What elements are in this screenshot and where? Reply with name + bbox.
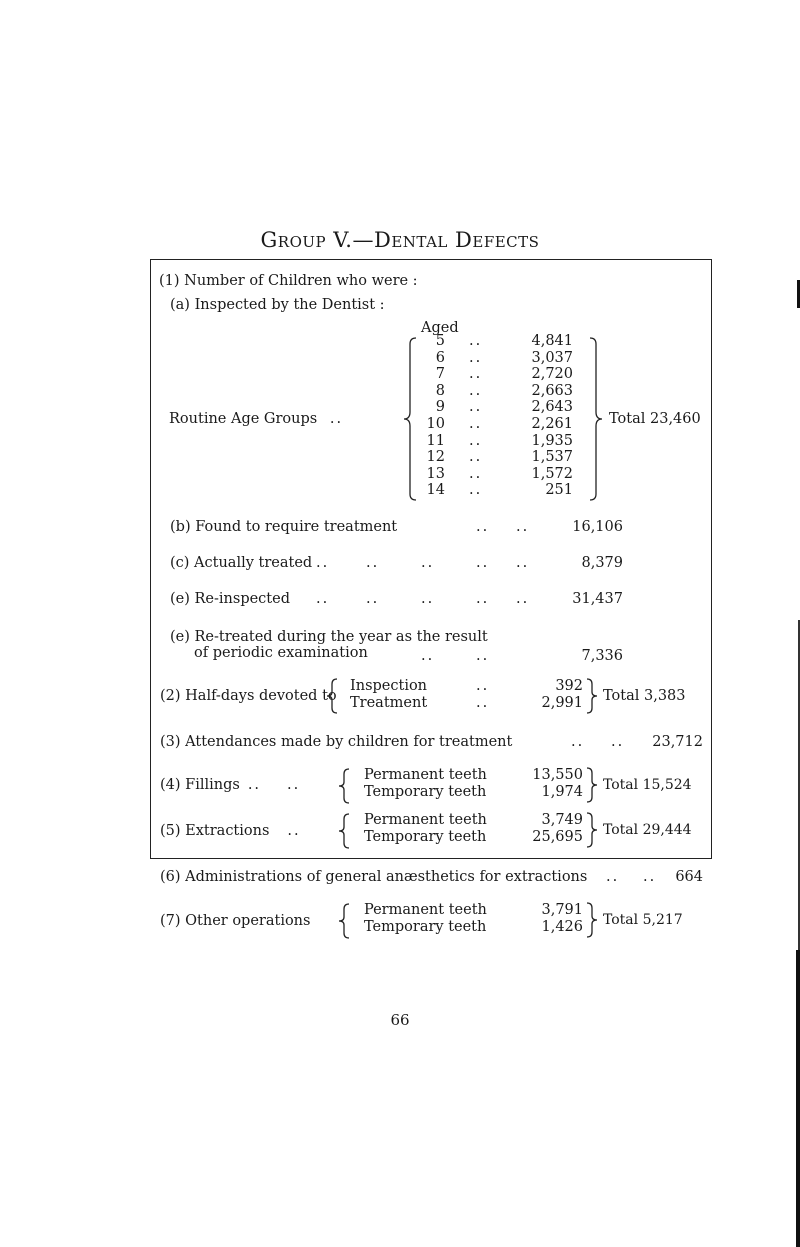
leader-dots: ..: [421, 648, 435, 664]
section7-value-permanent: 3,791: [541, 902, 583, 918]
age-group-count: 1,572: [531, 465, 573, 482]
leader-dots: ..: [606, 869, 620, 885]
section1a-label: (a) Inspected by the Dentist :: [170, 297, 385, 313]
leader-dots: ..: [476, 695, 490, 711]
section5-label: (5) Extractions ..: [160, 823, 301, 839]
leader-dots: ..: [516, 555, 530, 571]
leader-dots: ..: [476, 648, 490, 664]
section5-left-brace: [339, 813, 353, 849]
age-group-count: 4,841: [531, 333, 573, 349]
routine-total: Total 23,460: [609, 411, 701, 427]
section2-item-inspection: Inspection: [350, 678, 428, 694]
age-group-value: 13: [426, 465, 445, 482]
section2-left-brace: [327, 678, 341, 714]
section4-item-permanent: Permanent teeth: [364, 767, 487, 783]
section2-right-brace: [585, 678, 599, 714]
leader-dots: ..: [469, 399, 483, 416]
leader-dots: ..: [469, 465, 483, 482]
leader-dots: ..: [469, 349, 483, 366]
section7-left-brace: [339, 903, 353, 939]
section1e-reinspected-label: (e) Re-inspected: [170, 591, 290, 607]
section1-heading: (1) Number of Children who were :: [159, 273, 418, 289]
age-group-count: 2,720: [531, 366, 573, 383]
age-group-count: 3,037: [531, 349, 573, 366]
section6-label: (6) Administrations of general anæsthetics for extractions: [160, 869, 588, 885]
leader-dots: ..: [643, 869, 657, 885]
section7-label: (7) Other operations: [160, 913, 311, 929]
leader-dots: ..: [469, 482, 483, 499]
leader-dots: ..: [476, 519, 490, 535]
section5-value-permanent: 3,749: [541, 812, 583, 828]
leader-dots: ..: [469, 382, 483, 399]
leader-dots: ..: [469, 333, 483, 349]
section1e-retreated-label-2: of periodic examination: [194, 645, 368, 661]
page-title: Group V.—Dental Defects: [260, 228, 540, 252]
leader-dots: ..: [421, 591, 435, 607]
leader-dots: ..: [469, 366, 483, 383]
section4-total: Total 15,524: [603, 777, 692, 793]
section7-total: Total 5,217: [603, 912, 683, 928]
section4-right-brace: [585, 767, 599, 803]
section2-value-treatment: 2,991: [541, 695, 583, 711]
age-group-value: 5: [435, 333, 445, 349]
section2-label: (2) Half-days devoted to: [160, 688, 337, 704]
age-group-count: 1,537: [531, 449, 573, 466]
section5-right-brace: [585, 812, 599, 848]
leader-dots: ..: [366, 555, 380, 571]
age-group-count: 2,663: [531, 382, 573, 399]
leader-dots: ..: [611, 734, 625, 750]
age-group-count: 2,643: [531, 399, 573, 416]
section5-item-temporary: Temporary teeth: [364, 829, 487, 845]
page-number: 66: [390, 1011, 410, 1029]
leader-dots: ..: [316, 555, 330, 571]
leader-dots: ..: [469, 432, 483, 449]
section5-item-permanent: Permanent teeth: [364, 812, 487, 828]
age-group-value: 8: [435, 382, 445, 399]
leader-dots: ..: [516, 519, 530, 535]
routine-age-groups-label: Routine Age Groups ..: [169, 411, 344, 427]
section3-value: 23,712: [652, 734, 703, 750]
age-group-value: 12: [426, 449, 445, 466]
section1b-label: (b) Found to require treatment: [170, 519, 398, 535]
section1c-value: 8,379: [581, 555, 623, 571]
aged-header: Aged: [421, 320, 459, 336]
leader-dots: ..: [469, 449, 483, 466]
section4-left-brace: [339, 768, 353, 804]
leader-dots: ..: [469, 416, 483, 432]
age-group-value: 11: [426, 432, 445, 449]
section4-value-permanent: 13,550: [532, 767, 583, 783]
age-group-value: 14: [426, 482, 445, 499]
age-group-value: 6: [435, 349, 445, 366]
section1c-label: (c) Actually treated: [170, 555, 313, 571]
section7-item-permanent: Permanent teeth: [364, 902, 487, 918]
section2-total: Total 3,383: [603, 688, 686, 704]
section7-value-temporary: 1,426: [541, 919, 583, 935]
leader-dots: ..: [366, 591, 380, 607]
section2-item-treatment: Treatment: [350, 695, 428, 711]
section1e-retreated-value: 7,336: [581, 648, 623, 664]
section6-value: 664: [675, 869, 703, 885]
section4-value-temporary: 1,974: [541, 784, 583, 800]
leader-dots: ..: [421, 555, 435, 571]
leader-dots: ..: [316, 591, 330, 607]
section7-right-brace: [585, 902, 599, 938]
leader-dots: ..: [516, 591, 530, 607]
section1e-retreated-label-1: (e) Re-treated during the year as the result: [170, 629, 488, 645]
dental-defects-table: [150, 259, 712, 935]
age-group-count: 1,935: [531, 432, 573, 449]
section3-label: (3) Attendances made by children for treatment: [160, 734, 513, 750]
leader-dots: ..: [476, 591, 490, 607]
leader-dots: ..: [476, 555, 490, 571]
leader-dots: ..: [476, 678, 490, 694]
section4-item-temporary: Temporary teeth: [364, 784, 487, 800]
age-group-value: 7: [435, 366, 445, 383]
section4-label: (4) Fillings .. ..: [160, 777, 301, 793]
age-group-count: 251: [545, 482, 573, 499]
age-group-value: 9: [435, 399, 445, 416]
leader-dots: ..: [571, 734, 585, 750]
section5-value-temporary: 25,695: [532, 829, 583, 845]
section7-item-temporary: Temporary teeth: [364, 919, 487, 935]
section5-total: Total 29,444: [603, 822, 692, 838]
page-edge-line: [796, 950, 800, 1247]
age-group-count: 2,261: [531, 416, 573, 432]
section1b-value: 16,106: [572, 519, 623, 535]
routine-age-right-brace: [588, 336, 602, 502]
age-group-value: 10: [426, 416, 445, 432]
section1e-reinspected-value: 31,437: [572, 591, 623, 607]
section2-value-inspection: 392: [555, 678, 583, 694]
